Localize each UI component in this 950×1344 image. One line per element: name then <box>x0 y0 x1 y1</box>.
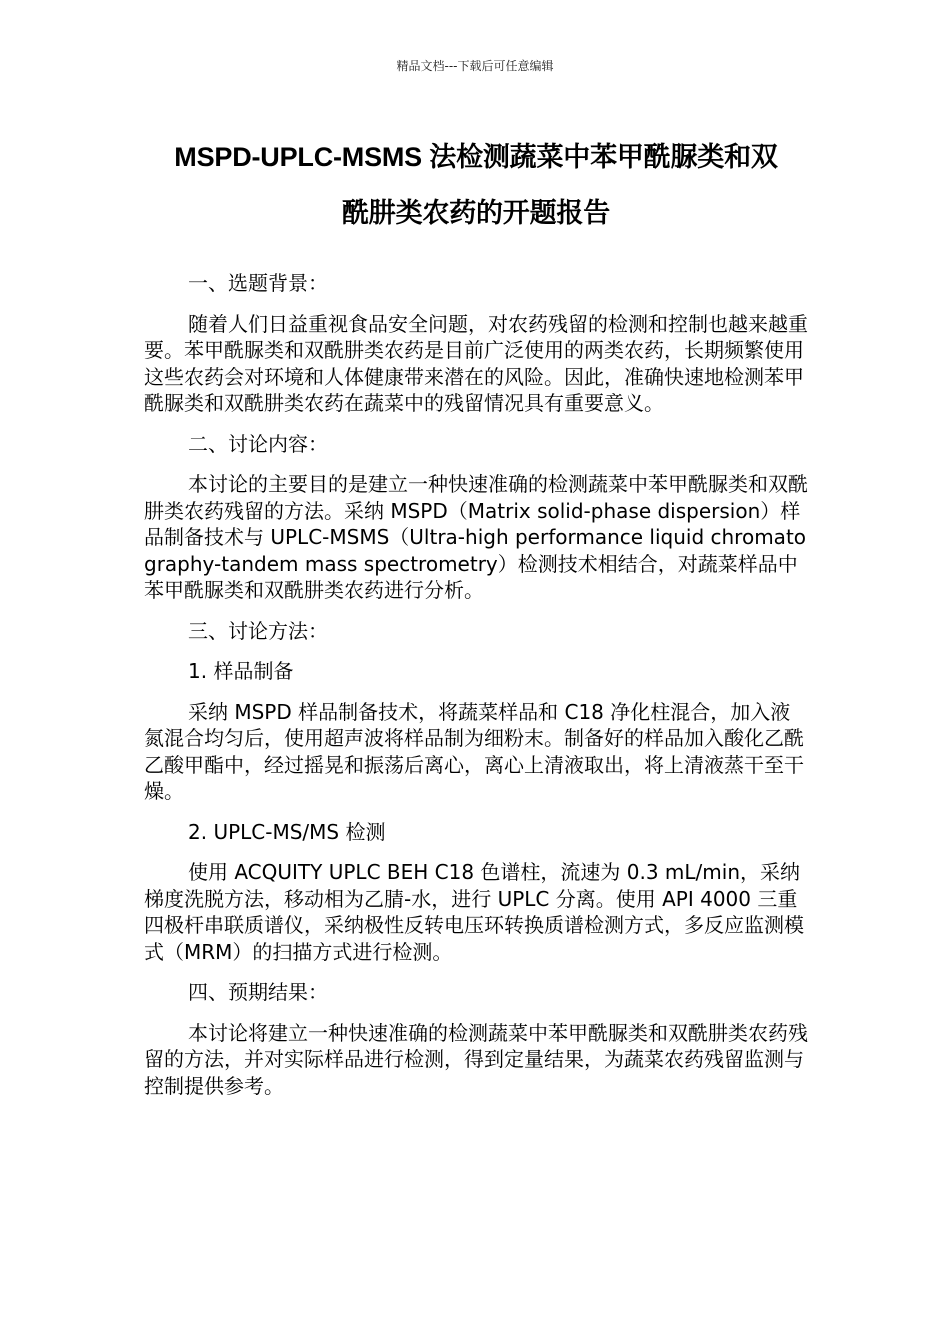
paragraph-sample-preparation: 采纳 MSPD 样品制备技术，将蔬菜样品和 C18 净化柱混合，加入液氮混合均匀后，使用超声波将样品制为细粉末。制备好的样品加入酸化乙酰乙酸甲酯中，经过摇晃和振荡后离心，离心上清液取出，将上清液蒸干至干燥。 <box>144 699 804 803</box>
section-heading-background: 一、选题背景： <box>188 271 328 295</box>
paragraph-expected-results: 本讨论将建立一种快速准确的检测蔬菜中苯甲酰脲类和双酰肼类农药残留的方法，并对实际样品进行检测，得到定量结果，为蔬菜农药残留监测与控制提供参考。 <box>144 1020 808 1098</box>
section-heading-expected-results: 四、预期结果： <box>188 980 328 1004</box>
document-body <box>144 270 808 1113</box>
document-title-line-2: 酰肼类农药的开题报告 <box>342 198 610 228</box>
section-heading-method: 三、讨论方法： <box>188 618 328 643</box>
header-note: 精品文档---下载后可任意编辑 <box>396 59 554 73</box>
subheading-uplc-detection: 2. UPLC-MS/MS 检测 <box>188 819 386 844</box>
paragraph-uplc-detection: 使用 ACQUITY UPLC BEH C18 色谱柱，流速为 0.3 mL/min，采纳梯度洗脱方法，移动相为乙腈-水，进行 UPLC 分离。使用 API 4000 三重四极杆串联质谱仪，采纳极性反转电压环转换质谱检测方式，多反应监测模式（MRM）的扫描方式进行检测。 <box>144 860 804 964</box>
subheading-sample-preparation: 1. 样品制备 <box>188 659 294 683</box>
paragraph-background: 随着人们日益重视食品安全问题，对农药残留的检测和控制也越来越重要。苯甲酰脲类和双酰肼类农药是目前广泛使用的两类农药，长期频繁使用这些农药会对环境和人体健康带来潜在的风险。因此，准确快速地检测苯甲酰脲类和双酰肼类农药在蔬菜中的残留情况具有重要意义。 <box>144 311 808 415</box>
section-heading-content: 二、讨论内容： <box>188 431 328 456</box>
document-title-line-1: MSPD-UPLC-MSMS 法检测蔬菜中苯甲酰脲类和双 <box>174 142 778 172</box>
paragraph-content: 本讨论的主要目的是建立一种快速准确的检测蔬菜中苯甲酰脲类和双酰肼类农药残留的方法。采纳 MSPD（Matrix solid-phase dispersion）样品制备技术与 UPLC-MSMS（Ultra-high performance liquid chromatography-tandem mass spectrometry）检测技术相结合，对蔬菜样品中苯甲酰脲类和双酰肼类农药进行分析。 <box>144 472 808 602</box>
